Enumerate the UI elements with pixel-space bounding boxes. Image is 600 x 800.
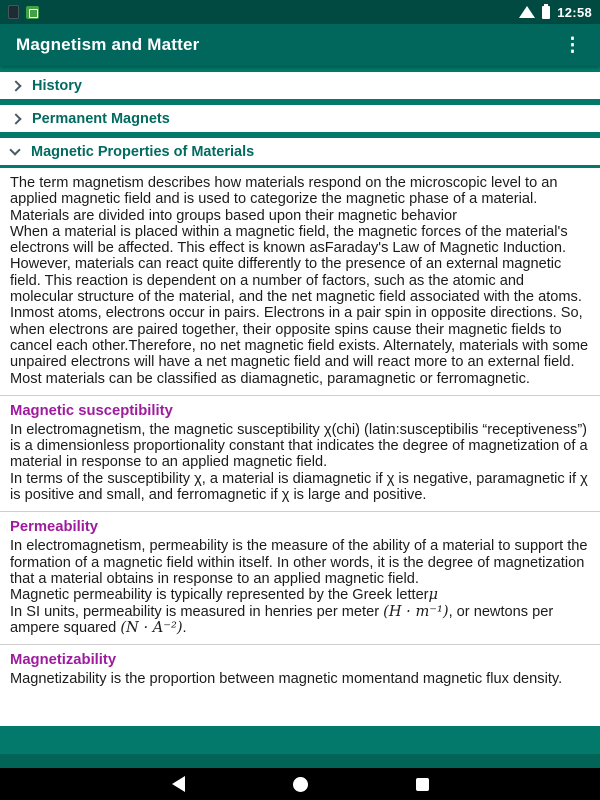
accordion-label: Magnetic Properties of Materials xyxy=(31,143,255,160)
navigation-bar xyxy=(0,768,600,800)
home-icon[interactable] xyxy=(293,777,308,792)
accordion-item-permanent-magnets[interactable] xyxy=(0,105,600,132)
chevron-right-icon xyxy=(10,80,21,91)
section-paragraph xyxy=(10,604,590,637)
overflow-menu-icon[interactable]: ⋮ xyxy=(563,34,582,56)
section-heading-magnetizability: Magnetizability xyxy=(10,652,117,669)
section-paragraph: In electromagnetism, permeability is the measure of the ability of a material to support the formation of a magnetic field within itself. In other words, it is the degree of magnetization that a material obtains in response to an applied magnetic field. xyxy=(10,538,588,587)
clock-text: 12:58 xyxy=(557,4,592,20)
intro-paragraph: Inmost atoms, electrons occur in pairs. Electrons in a pair spin in opposite directions. So, when electrons are paired together, their opposite spins cause their magnetic fields to cancel each other.Therefore, no net magnetic field exists. Alternately, materials with some unpaired electrons will have a net magnetic field and will react more to an external field. Most materials can be classified as diamagnetic, paramagnetic or ferromagnetic. xyxy=(10,305,589,387)
henries-per-meter-formula: (H · m⁻¹) xyxy=(383,602,449,620)
back-icon[interactable] xyxy=(172,776,185,792)
section-paragraph xyxy=(10,587,590,603)
intro-paragraph: The term magnetism describes how materials respond on the microscopic level to an applied magnetic field and is used to categorize the magnetic phase of a material. Materials are divided into groups based upon their magnetic behavior xyxy=(10,175,558,224)
section-paragraph: Magnetizability is the proportion between magnetic momentand magnetic flux density. xyxy=(10,671,563,688)
accordion-item-magnetic-properties[interactable] xyxy=(0,138,600,165)
chevron-right-icon xyxy=(10,113,21,124)
section-heading-susceptibility: Magnetic susceptibility xyxy=(10,402,173,419)
portrait-notification-icon xyxy=(8,5,19,19)
app-bar xyxy=(0,24,600,66)
section-divider xyxy=(0,395,600,396)
status-bar xyxy=(0,0,600,24)
text-run: Magnetic permeability is typically represented by the Greek letter xyxy=(10,587,429,604)
text-run: , or newtons per ampere squared xyxy=(10,603,554,636)
chevron-down-icon xyxy=(9,144,20,155)
section-paragraph: In terms of the susceptibility χ, a material is diamagnetic if χ is negative, paramagnetic if χ is positive and small, and ferromagnetic if χ is large and positive. xyxy=(10,470,588,504)
content-background-strip xyxy=(0,726,600,768)
newtons-per-ampere-formula: (N · A⁻²) xyxy=(120,618,183,636)
section-paragraph: In electromagnetism, the magnetic susceptibility χ(chi) (latin:susceptibilis “receptiveness”) is a dimensionless proportionality constant that indicates the degree of magnetization of a material in response to an applied magnetic field. xyxy=(10,421,588,471)
section-divider xyxy=(0,644,600,645)
page-title: Magnetism and Matter xyxy=(16,35,200,54)
section-divider xyxy=(0,511,600,512)
text-run: In SI units, permeability is measured in henries per meter xyxy=(10,603,384,620)
accordion-item-history[interactable] xyxy=(0,72,600,99)
accordion-label: History xyxy=(32,77,82,94)
battery-icon xyxy=(542,6,550,19)
intro-paragraph: When a material is placed within a magnetic field, the magnetic forces of the material's electrons will be affected. This effect is known asFaraday's Law of Magnetic Induction. However, materials can react quite differently to the presence of an external magnetic field. This reaction is dependent on a number of factors, such as the atomic and molecular structure of the material, and the net magnetic field associated with the atoms. xyxy=(10,223,582,306)
article-content[interactable] xyxy=(0,168,600,726)
accordion-label: Permanent Magnets xyxy=(32,110,170,127)
recents-icon[interactable] xyxy=(416,778,429,791)
section-heading-permeability: Permeability xyxy=(10,519,99,536)
mu-symbol: μ xyxy=(428,586,439,604)
text-run: . xyxy=(182,619,187,636)
screenshot-notification-icon xyxy=(26,6,39,19)
wifi-icon xyxy=(519,6,535,18)
